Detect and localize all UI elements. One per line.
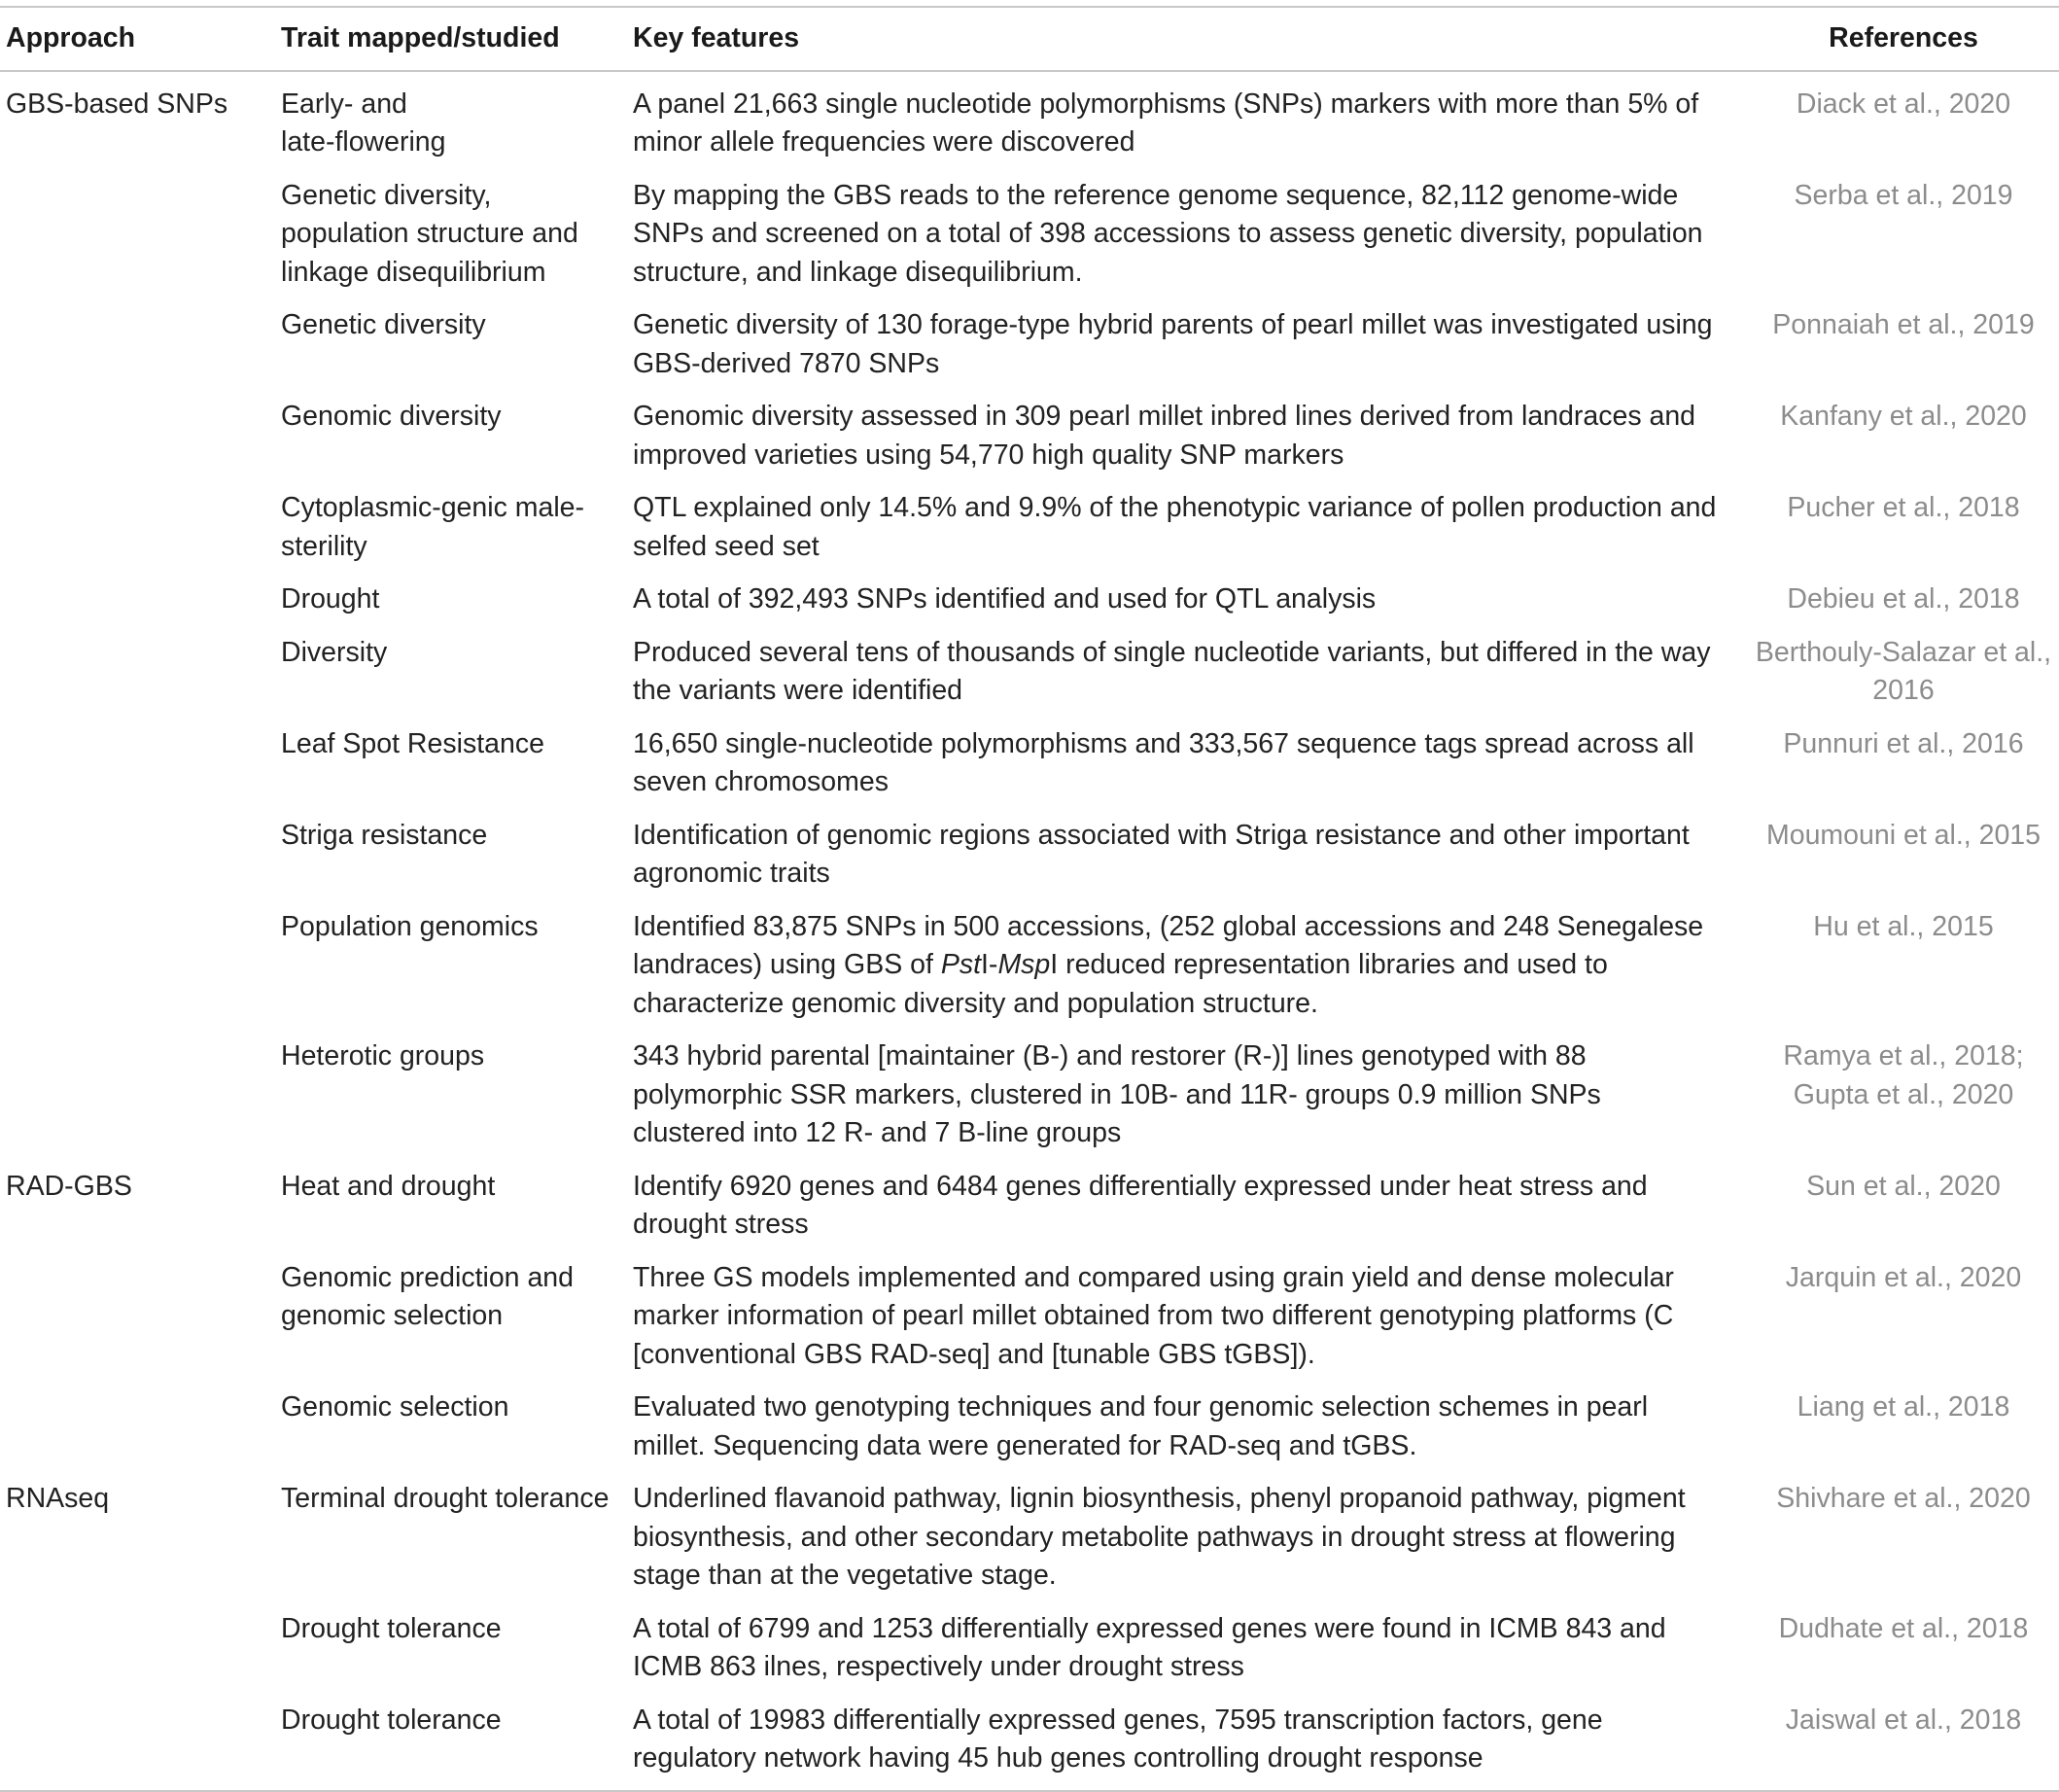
approach-cell	[0, 719, 281, 810]
trait-cell: Leaf Spot Resistance	[281, 727, 544, 759]
approach-cell: RNAseq	[6, 1483, 110, 1514]
trait-cell: Diversity	[281, 636, 388, 668]
reference-cell: Jaiswal et al., 2018	[1785, 1704, 2022, 1736]
reference-cell: Hu et al., 2015	[1813, 910, 1994, 942]
reference-cell: Pucher et al., 2018	[1787, 492, 2020, 523]
trait-cell: Genomic diversity	[281, 401, 502, 432]
features-text: I-	[981, 949, 998, 980]
table-body	[0, 71, 2059, 1791]
approach-cell	[0, 1603, 281, 1695]
approach-cell	[0, 810, 281, 901]
features-cell: Three GS models implemented and compared using grain yield and dense molecular marker information of pearl millet obtained from two different genotyping platforms (C [conventional GBS RAD-seq] and [tunable GBS tGBS]).	[633, 1261, 1674, 1370]
features-cell: Evaluated two genotyping techniques and four genomic selection schemes in pearl millet. Sequencing data were generated for RAD-seq and tGBS.	[633, 1391, 1649, 1461]
approach-cell: RAD-GBS	[6, 1170, 132, 1202]
trait-cell: Genomic prediction and genomic selection	[281, 1261, 575, 1331]
reference-cell: Liang et al., 2018	[1797, 1391, 2010, 1423]
trait-cell: Terminal drought tolerance	[281, 1483, 610, 1514]
table-row	[0, 391, 2059, 482]
approach-cell	[0, 1695, 281, 1791]
approach-cell	[0, 299, 281, 391]
header-references: References	[1829, 22, 1978, 53]
table-row	[0, 71, 2059, 170]
reference-cell: Sun et al., 2020	[1806, 1170, 2001, 1202]
header-row	[0, 7, 2059, 71]
features-cell: A panel 21,663 single nucleotide polymorphisms (SNPs) markers with more than 5% of minor allele frequencies were discovered	[633, 88, 1699, 158]
table-row	[0, 810, 2059, 901]
trait-cell: Genetic diversity, population structure and linkage disequilibrium	[281, 179, 578, 288]
features-cell: 16,650 single-nucleotide polymorphisms and 333,567 sequence tags spread across all seven chromosomes	[633, 727, 1694, 797]
enzyme-name-msp: Msp	[997, 949, 1051, 980]
features-cell: Produced several tens of thousands of single nucleotide variants, but differed in the way the variants were identified	[633, 636, 1711, 706]
features-cell: Identify 6920 genes and 6484 genes differentially expressed under heat stress and drought stress	[633, 1170, 1648, 1240]
trait-cell: Drought tolerance	[281, 1612, 502, 1644]
table-row	[0, 574, 2059, 627]
table-row	[0, 1695, 2059, 1791]
features-cell: QTL explained only 14.5% and 9.9% of the phenotypic variance of pollen production and selfed seed set	[633, 492, 1717, 562]
trait-cell: Striga resistance	[281, 819, 488, 851]
trait-cell: Drought	[281, 583, 380, 615]
table-row	[0, 1252, 2059, 1383]
trait-cell: Genomic selection	[281, 1391, 509, 1423]
features-cell: 343 hybrid parental [maintainer (B-) and restorer (R-)] lines genotyped with 88 polymorphic SSR markers, clustered in 10B- and 11R- groups 0.9 million SNPs clustered into 12 R- and 7 B-line groups	[633, 1040, 1601, 1148]
reference-cell: Diack et al., 2020	[1796, 88, 2011, 120]
table-row	[0, 1473, 2059, 1603]
features-cell: A total of 19983 differentially expressed genes, 7595 transcription factors, gene regulatory network having 45 hub genes controlling drought response	[633, 1704, 1603, 1774]
features-cell: Genetic diversity of 130 forage-type hybrid parents of pearl millet was investigated using GBS-derived 7870 SNPs	[633, 309, 1713, 379]
table-row	[0, 170, 2059, 300]
table-row	[0, 1161, 2059, 1252]
enzyme-name-pst: Pst	[940, 949, 982, 980]
table-row	[0, 719, 2059, 810]
table-row	[0, 627, 2059, 719]
trait-cell: Heat and drought	[281, 1170, 496, 1202]
reference-cell: Moumouni et al., 2015	[1765, 819, 2041, 851]
trait-cell: Early- and late-flowering	[281, 88, 446, 158]
table-row	[0, 482, 2059, 574]
table-row	[0, 299, 2059, 391]
reference-cell: Dudhate et al., 2018	[1778, 1612, 2029, 1644]
approach-cell	[0, 391, 281, 482]
header-key-features: Key features	[633, 22, 800, 53]
data-table	[0, 6, 2059, 1792]
table-row	[0, 901, 2059, 1032]
features-cell: A total of 392,493 SNPs identified and used for QTL analysis	[633, 583, 1377, 615]
approach-cell	[0, 1252, 281, 1383]
trait-cell: Heterotic groups	[281, 1040, 485, 1072]
trait-cell: Genetic diversity	[281, 309, 486, 340]
reference-cell: Punnuri et al., 2016	[1783, 727, 2024, 759]
reference-cell: Jarquin et al., 2020	[1785, 1261, 2022, 1293]
table-row	[0, 1382, 2059, 1473]
reference-cell: Kanfany et al., 2020	[1780, 401, 2027, 432]
approach-cell	[0, 574, 281, 627]
features-cell	[633, 901, 1748, 1032]
reference-cell: Serba et al., 2019	[1794, 179, 2013, 211]
features-cell: Genomic diversity assessed in 309 pearl millet inbred lines derived from landraces and improved varieties using 54,770 high quality SNP markers	[633, 401, 1696, 471]
trait-cell: Cytoplasmic-genic male-sterility	[281, 492, 585, 562]
reference-cell: Berthouly-Salazar et al., 2016	[1755, 636, 2052, 706]
approach-cell	[0, 170, 281, 300]
table-header	[0, 7, 2059, 71]
features-cell: A total of 6799 and 1253 differentially expressed genes were found in ICMB 843 and ICMB 863 ilnes, respectively under drought stress	[633, 1612, 1666, 1682]
features-text: I reduced representation libraries and used to characterize genomic diversity and population structure.	[633, 949, 1608, 1019]
approach-cell	[0, 1382, 281, 1473]
approach-cell	[0, 901, 281, 1032]
features-cell: Underlined flavanoid pathway, lignin biosynthesis, phenyl propanoid pathway, pigment biosynthesis, and other secondary metabolite pathways in drought stress at flowering stage than at the vegetative stage.	[633, 1483, 1686, 1591]
table-row	[0, 1031, 2059, 1161]
approach-cell	[0, 1031, 281, 1161]
trait-cell: Population genomics	[281, 910, 539, 942]
header-approach: Approach	[6, 22, 136, 53]
approach-cell	[0, 482, 281, 574]
reference-cell: Shivhare et al., 2020	[1776, 1483, 2031, 1514]
features-cell: By mapping the GBS reads to the reference genome sequence, 82,112 genome-wide SNPs and screened on a total of 398 accessions to assess genetic diversity, population structure, and linkage disequilibrium.	[633, 179, 1703, 288]
reference-cell: Ponnaiah et al., 2019	[1772, 309, 2035, 340]
reference-cell: Debieu et al., 2018	[1787, 583, 2020, 615]
header-trait: Trait mapped/studied	[281, 22, 560, 53]
features-cell: Identification of genomic regions associated with Striga resistance and other important agronomic traits	[633, 819, 1690, 889]
features-text: Identified 83,875 SNPs in 500 accessions, (252 global accessions and 248 Senegalese landraces) using GBS of	[633, 910, 1704, 980]
trait-cell: Drought tolerance	[281, 1704, 502, 1736]
table-row	[0, 1603, 2059, 1695]
approach-cell: GBS-based SNPs	[6, 88, 228, 120]
approach-cell	[0, 627, 281, 719]
reference-cell: Ramya et al., 2018; Gupta et al., 2020	[1783, 1040, 2024, 1110]
